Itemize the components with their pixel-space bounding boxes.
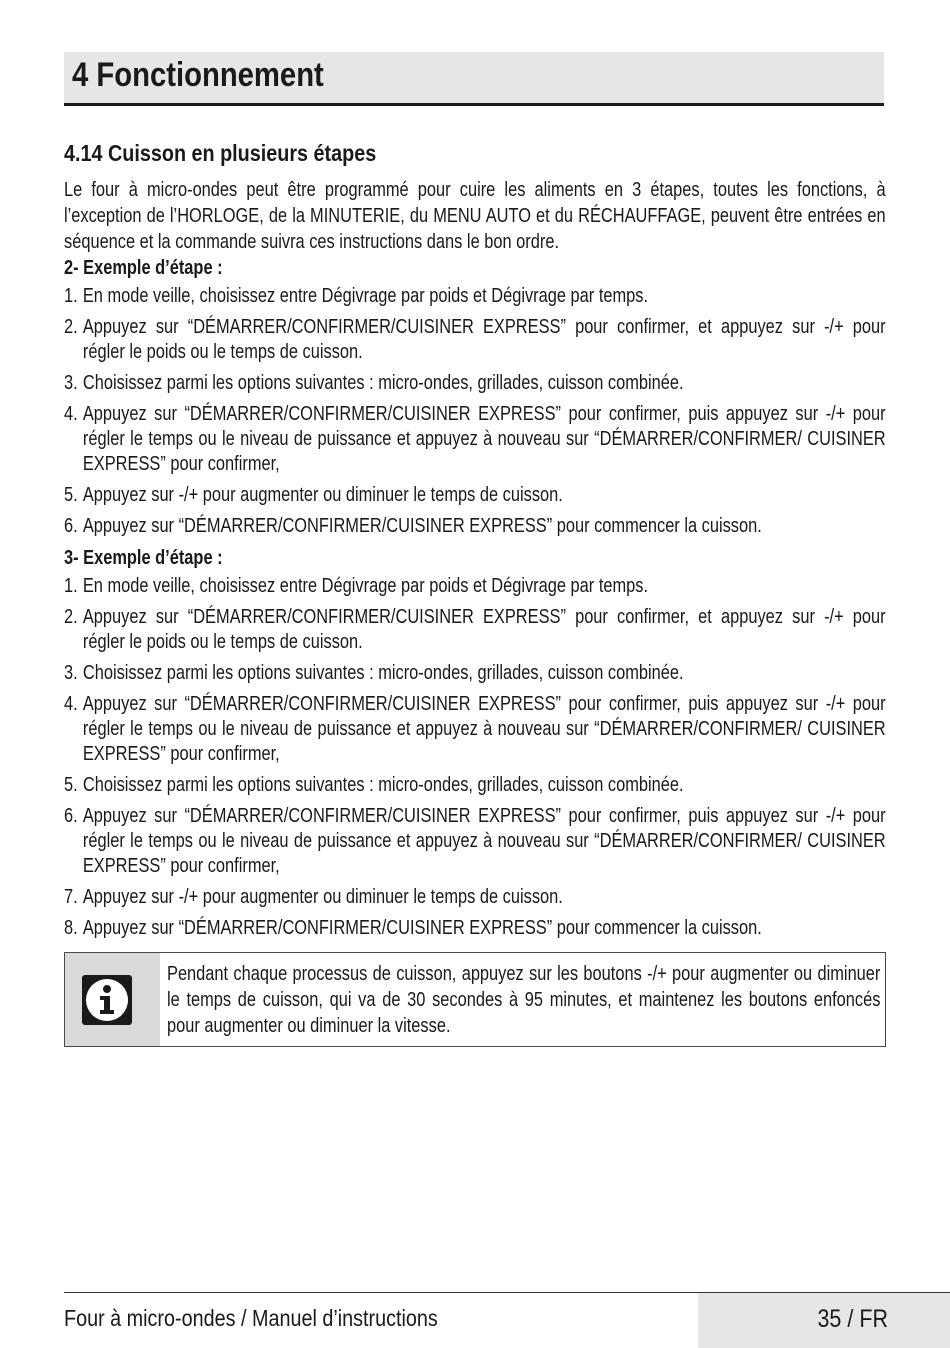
section-title: 4.14 Cuisson en plusieurs étapes	[64, 140, 377, 166]
main-content	[64, 140, 886, 947]
list-item	[64, 402, 886, 477]
info-icon	[82, 975, 132, 1025]
step-number: 7.	[64, 886, 78, 908]
intro-paragraph: Le four à micro-ondes peut être programmé pour cuire les aliments en 3 étapes, toutes les fonctions, à l’exception de l’HORLOGE, de la MINUTERIE, du MENU AUTO et du RÉCHAUFFAGE, peuvent être entrées en séquence et la commande suivra ces instructions dans le bon ordre.	[64, 179, 886, 253]
list-item	[64, 371, 886, 396]
list-item	[64, 804, 886, 879]
list-item	[64, 916, 886, 941]
step-text: En mode veille, choisissez entre Dégivrage par poids et Dégivrage par temps.	[82, 285, 649, 307]
chapter-header	[64, 52, 884, 106]
step-text: Appuyez sur “DÉMARRER/CONFIRMER/CUISINER EXPRESS” pour commencer la cuisson.	[82, 917, 762, 939]
step-number: 4.	[64, 693, 78, 715]
step-text: Appuyez sur -/+ pour augmenter ou diminuer le temps de cuisson.	[82, 886, 563, 908]
step-text: Appuyez sur “DÉMARRER/CONFIRMER/CUISINER EXPRESS” pour confirmer, et appuyez sur -/+ pour régler le poids ou le temps de cuisson.	[82, 316, 886, 363]
step-number: 5.	[64, 484, 78, 506]
step-text: En mode veille, choisissez entre Dégivrage par poids et Dégivrage par temps.	[82, 575, 649, 597]
note-icon-cell	[65, 953, 160, 1046]
step-text: Appuyez sur “DÉMARRER/CONFIRMER/CUISINER EXPRESS” pour commencer la cuisson.	[82, 515, 762, 537]
step-number: 6.	[64, 515, 78, 537]
step-number: 3.	[64, 662, 78, 684]
example-2-steps	[64, 284, 886, 539]
example-2-heading: 2- Exemple d’étape :	[64, 257, 223, 279]
list-item	[64, 885, 886, 910]
info-note	[64, 952, 886, 1047]
step-text: Appuyez sur “DÉMARRER/CONFIRMER/CUISINER EXPRESS” pour confirmer, et appuyez sur -/+ pour régler le poids ou le temps de cuisson.	[82, 606, 886, 653]
step-number: 3.	[64, 372, 78, 394]
step-number: 6.	[64, 805, 78, 827]
step-number: 2.	[64, 606, 78, 628]
step-text: Choisissez parmi les options suivantes : micro-ondes, grillades, cuisson combinée.	[82, 774, 684, 796]
step-number: 1.	[64, 285, 78, 307]
chapter-title: 4 Fonctionnement	[72, 56, 324, 94]
list-item	[64, 574, 886, 599]
step-text: Appuyez sur -/+ pour augmenter ou diminuer le temps de cuisson.	[82, 484, 563, 506]
footer-manual-title: Four à micro-ondes / Manuel d’instructions	[64, 1305, 438, 1331]
list-item	[64, 483, 886, 508]
list-item	[64, 661, 886, 686]
step-number: 8.	[64, 917, 78, 939]
step-number: 1.	[64, 575, 78, 597]
note-text: Pendant chaque processus de cuisson, appuyez sur les boutons -/+ pour augmenter ou diminuer le temps de cuisson, qui va de 30 secondes à 95 minutes, et maintenez les boutons enfoncés pour augmenter ou diminuer la vitesse.	[167, 963, 881, 1037]
list-item	[64, 692, 886, 767]
section-body	[64, 177, 886, 941]
list-item	[64, 514, 886, 539]
step-number: 4.	[64, 403, 78, 425]
step-number: 5.	[64, 774, 78, 796]
example-3-heading: 3- Exemple d’étape :	[64, 547, 223, 569]
example-3-steps	[64, 574, 886, 941]
list-item	[64, 773, 886, 798]
list-item	[64, 284, 886, 309]
step-text: Choisissez parmi les options suivantes : micro-ondes, grillades, cuisson combinée.	[82, 372, 684, 394]
step-number: 2.	[64, 316, 78, 338]
footer-page-number: 35 / FR	[817, 1305, 888, 1333]
step-text: Appuyez sur “DÉMARRER/CONFIRMER/CUISINER EXPRESS” pour confirmer, puis appuyez sur -/+ pour régler le temps ou le niveau de puissance et appuyez à nouveau sur “DÉMARRER/CONFIRMER/ CUISINER EXPRESS” pour confirmer,	[82, 693, 886, 765]
list-item	[64, 315, 886, 365]
step-text: Appuyez sur “DÉMARRER/CONFIRMER/CUISINER EXPRESS” pour confirmer, puis appuyez sur -/+ pour régler le temps ou le niveau de puissance et appuyez à nouveau sur “DÉMARRER/CONFIRMER/ CUISINER EXPRESS” pour confirmer,	[82, 805, 886, 877]
list-item	[64, 605, 886, 655]
step-text: Choisissez parmi les options suivantes : micro-ondes, grillades, cuisson combinée.	[82, 662, 684, 684]
step-text: Appuyez sur “DÉMARRER/CONFIRMER/CUISINER EXPRESS” pour confirmer, puis appuyez sur -/+ pour régler le temps ou le niveau de puissance et appuyez à nouveau sur “DÉMARRER/CONFIRMER/ CUISINER EXPRESS” pour confirmer,	[82, 403, 886, 475]
